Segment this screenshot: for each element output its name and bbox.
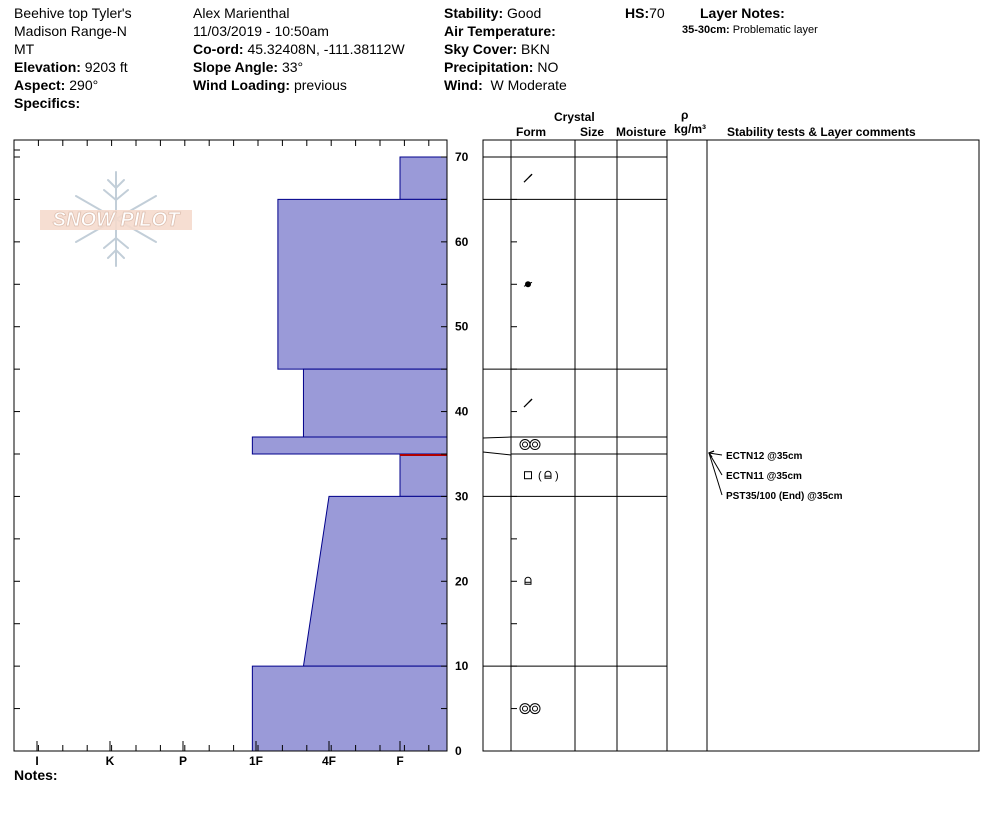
layer-boundary-connector [483, 437, 511, 438]
y-tick-label: 40 [455, 404, 469, 419]
elevation-value: 9203 ft [84, 59, 128, 75]
slope-label: Slope Angle: [193, 59, 279, 75]
density-unit-heading: kg/m³ [674, 122, 707, 136]
notes-label: Notes: [14, 767, 58, 783]
y-tick-label: 60 [455, 234, 469, 249]
melt-freeze-grain-icon [520, 440, 530, 450]
hardness-layer-5 [303, 496, 447, 666]
decomposing-grain-icon-tip [529, 174, 532, 177]
y-tick-label: 50 [455, 319, 469, 334]
moisture-heading: Moisture [616, 125, 667, 139]
layer-notes-heading: Layer Notes: [700, 5, 785, 21]
air-temp-label: Air Temperature: [444, 23, 556, 39]
hs-value: 70 [649, 5, 665, 21]
crystal-heading: Crystal [554, 110, 595, 124]
layer-note-text: Problematic layer [732, 24, 818, 36]
sky-value: BKN [521, 41, 550, 57]
size-heading: Size [580, 125, 605, 139]
logo-text: SNOW PILOT [52, 209, 180, 231]
location-name: Beehive top Tyler's [14, 5, 132, 21]
melt-freeze-grain-icon-inner [533, 442, 538, 447]
sky-label: Sky Cover: [444, 41, 518, 57]
y-tick-label: 30 [455, 489, 469, 504]
x-tick-label: P [178, 754, 188, 768]
stability-test-pointer [709, 453, 722, 455]
mountain-range: Madison Range-N [14, 23, 127, 39]
x-tick-label: I [35, 754, 39, 768]
state: MT [14, 41, 35, 57]
depth-hoar-grain-icon [545, 471, 551, 478]
layer-grain-0 [524, 174, 532, 182]
specifics-label: Specifics: [14, 95, 81, 111]
x-tick-label: 1F [248, 754, 264, 768]
stability-comments-heading: Stability tests & Layer comments [727, 125, 916, 139]
x-tick-label: 4F [321, 754, 337, 768]
y-tick-label: 0 [455, 744, 462, 758]
layer-grain-5 [525, 577, 531, 584]
bracket-close: ) [555, 470, 559, 483]
faceted-grain-icon [525, 472, 532, 479]
hardness-layer-4 [400, 454, 447, 496]
snowpilot-logo [40, 172, 192, 266]
layer-note-depth: 35-30cm: [682, 24, 730, 36]
y-tick-label: 70 [455, 150, 469, 164]
hardness-layer-0 [400, 157, 447, 199]
wind-value: W Moderate [490, 77, 567, 93]
layer-grain-2 [524, 399, 532, 407]
stability-test-label: ECTN12 @35cm [726, 451, 803, 462]
hs-label: HS: [625, 5, 650, 21]
layer-grain-secondary-4 [545, 471, 551, 478]
melt-freeze-grain-icon-inner [523, 706, 528, 711]
decomposing-grain-icon-tip [529, 399, 532, 402]
hardness-plot [14, 140, 469, 768]
slope-value: 33° [281, 59, 304, 75]
precip-value: NO [537, 59, 559, 75]
precip-label: Precipitation: [444, 59, 534, 75]
hardness-layer-3 [252, 437, 447, 454]
observation-datetime: 11/03/2019 - 10:50am [193, 23, 329, 39]
table-frame [483, 140, 979, 751]
stability-test-label: ECTN11 @35cm [726, 471, 802, 482]
wind-loading-label: Wind Loading: [193, 77, 291, 93]
wind-label: Wind: [444, 77, 483, 93]
layer-grain-4 [525, 472, 532, 479]
layer-grain-1 [524, 281, 532, 287]
stability-test-label: PST35/100 (End) @35cm [726, 491, 843, 502]
elevation-label: Elevation: [14, 59, 81, 75]
melt-freeze-grain-icon-inner [523, 442, 528, 447]
aspect-value: 290° [69, 77, 99, 93]
density-rho-heading: ρ [681, 108, 689, 122]
stability-test-pointer [709, 453, 722, 495]
layer-table [483, 140, 979, 751]
layer-boundary-connector [483, 452, 511, 455]
y-tick-label: 10 [455, 659, 469, 674]
hardness-layer-6 [252, 666, 447, 751]
form-heading: Form [516, 125, 546, 139]
wind-loading-value: previous [293, 77, 347, 93]
stability-value: Good [507, 5, 542, 21]
hardness-layer-2 [303, 369, 447, 437]
melt-freeze-grain-icon [530, 440, 540, 450]
hardness-layer-1 [278, 199, 447, 369]
layer-grain-3 [520, 440, 540, 450]
melt-freeze-grain-icon [530, 704, 540, 714]
bracket-open: ( [538, 470, 542, 483]
melt-freeze-grain-icon [520, 704, 530, 714]
x-tick-label: K [105, 754, 115, 768]
aspect-label: Aspect: [14, 77, 66, 93]
layer-grain-6 [520, 704, 540, 714]
melt-freeze-grain-icon-inner [533, 706, 538, 711]
coord-label: Co-ord: [193, 41, 244, 57]
observer-name: Alex Marienthal [193, 5, 290, 21]
coord-value: 45.32408N, -111.38112W [247, 41, 405, 57]
x-tick-label: F [396, 754, 404, 768]
y-tick-label: 20 [455, 574, 469, 589]
stability-label: Stability: [444, 5, 504, 21]
depth-hoar-grain-icon [525, 577, 531, 584]
